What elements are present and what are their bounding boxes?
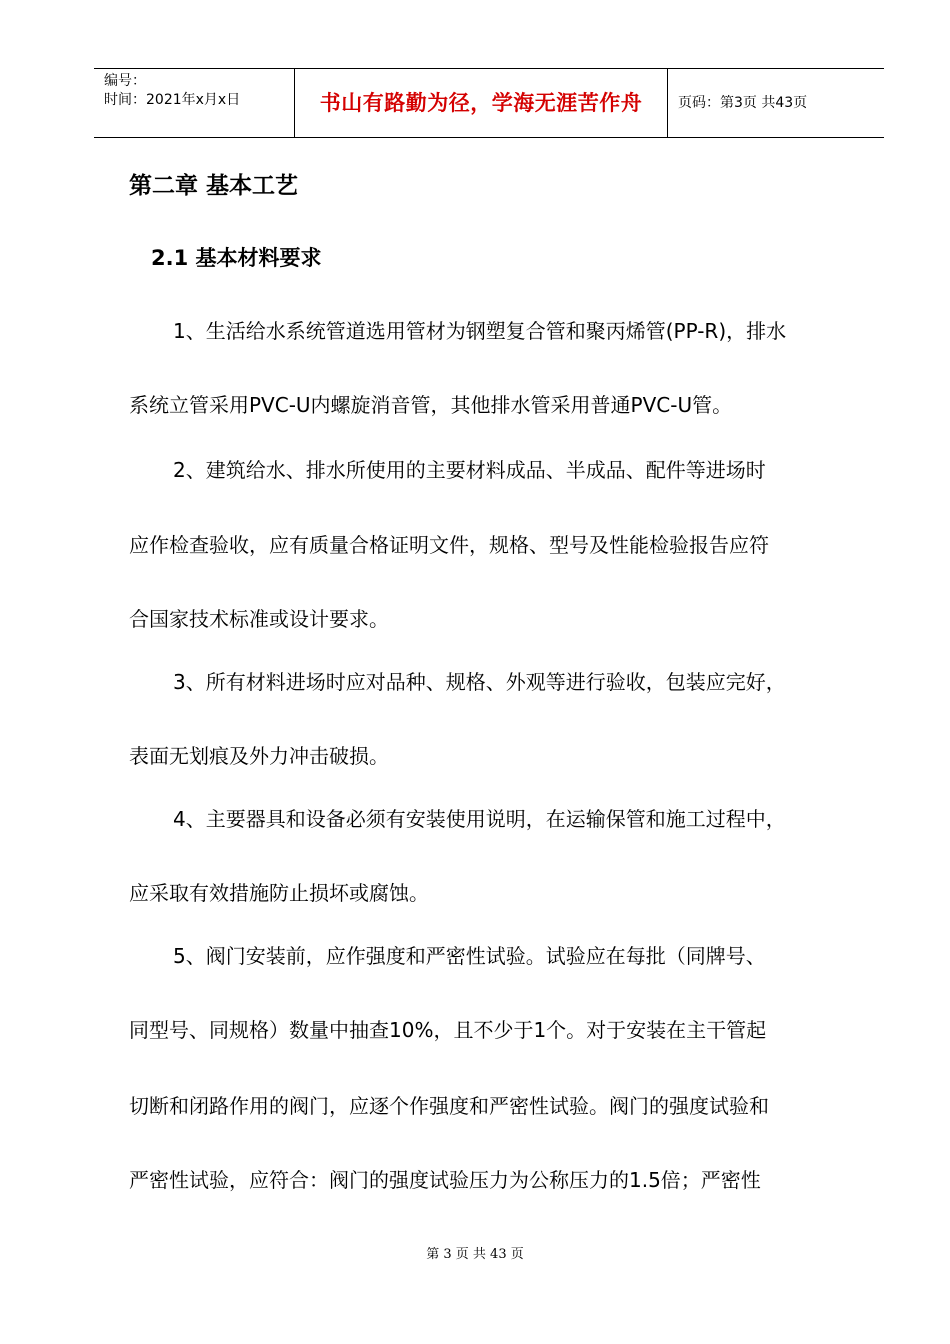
body-line: 严密性试验，应符合：阀门的强度试验压力为公称压力的1.5倍；严密性 (129, 1168, 761, 1192)
header-motto-cell (295, 69, 668, 137)
body-line: 应采取有效措施防止损坏或腐蚀。 (129, 881, 429, 905)
body-line: 2、建筑给水、排水所使用的主要材料成品、半成品、配件等进场时 (173, 458, 766, 482)
document-time: 时间：2021年x月x日 (104, 92, 241, 108)
body-line: 4、主要器具和设备必须有安装使用说明，在运输保管和施工过程中， (173, 807, 786, 831)
page-header (94, 68, 884, 138)
header-info-cell (94, 69, 295, 137)
header-page-number: 页码：第3页 共43页 (678, 95, 808, 111)
body-line: 应作检查验收，应有质量合格证明文件，规格、型号及性能检验报告应符 (129, 533, 769, 557)
header-page-cell (668, 69, 884, 137)
document-number: 编号： (104, 73, 146, 89)
body-line: 切断和闭路作用的阀门，应逐个作强度和严密性试验。阀门的强度试验和 (129, 1094, 769, 1118)
body-line: 表面无划痕及外力冲击破损。 (129, 744, 389, 768)
body-line: 1、生活给水系统管道选用管材为钢塑复合管和聚丙烯管(PP-R)，排水 (173, 319, 787, 343)
page-footer: 第 3 页 共 43 页 (426, 1247, 524, 1262)
body-line: 合国家技术标准或设计要求。 (129, 607, 389, 631)
section-title: 2.1 基本材料要求 (151, 246, 322, 270)
body-line: 系统立管采用PVC-U内螺旋消音管，其他排水管采用普通PVC-U管。 (129, 393, 733, 417)
chapter-title: 第二章 基本工艺 (129, 173, 299, 199)
body-line: 5、阀门安装前，应作强度和严密性试验。试验应在每批（同牌号、 (173, 944, 766, 968)
header-motto: 书山有路勤为径，学海无涯苦作舟 (319, 91, 643, 115)
body-line: 同型号、同规格）数量中抽查10%，且不少于1个。对于安装在主干管起 (129, 1018, 767, 1042)
body-line: 3、所有材料进场时应对品种、规格、外观等进行验收，包装应完好， (173, 670, 786, 694)
